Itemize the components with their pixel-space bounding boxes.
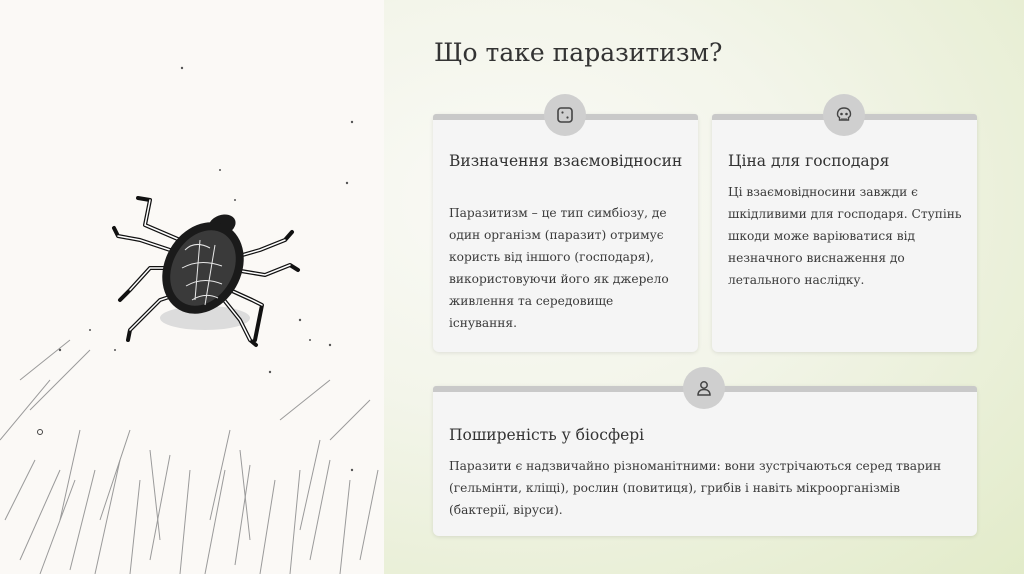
card-body: Ці взаємовідносини завжди є шкідливими для господаря. Ступінь шкоди може варіюватися від незначного виснаження до летального наслідку. [728, 185, 962, 287]
card-body: Паразити є надзвичайно різноманітними: вони зустрічаються серед тварин (гельмінти, кліщі), рослин (повитиця), грибів і навіть мікроорганізмів (бактерії, віруси). [449, 459, 942, 517]
person-icon [683, 367, 725, 409]
hair-strokes [0, 340, 378, 574]
slide-title: Що таке паразитизм? [434, 38, 723, 67]
square-icon [544, 94, 586, 136]
card-title: Визначення взаємовідносин [449, 152, 683, 170]
tick-icon [0, 0, 384, 574]
skull-icon [823, 94, 865, 136]
card-body: Паразитизм – це тип симбіозу, де один організм (паразит) отримує користь від іншого (господаря), використовуючи його як джерело живлення та середовище існування. [449, 206, 669, 330]
card-title: Ціна для господаря [728, 152, 890, 170]
illustration-panel [0, 0, 384, 574]
card-title: Поширеність у біосфері [449, 426, 645, 444]
